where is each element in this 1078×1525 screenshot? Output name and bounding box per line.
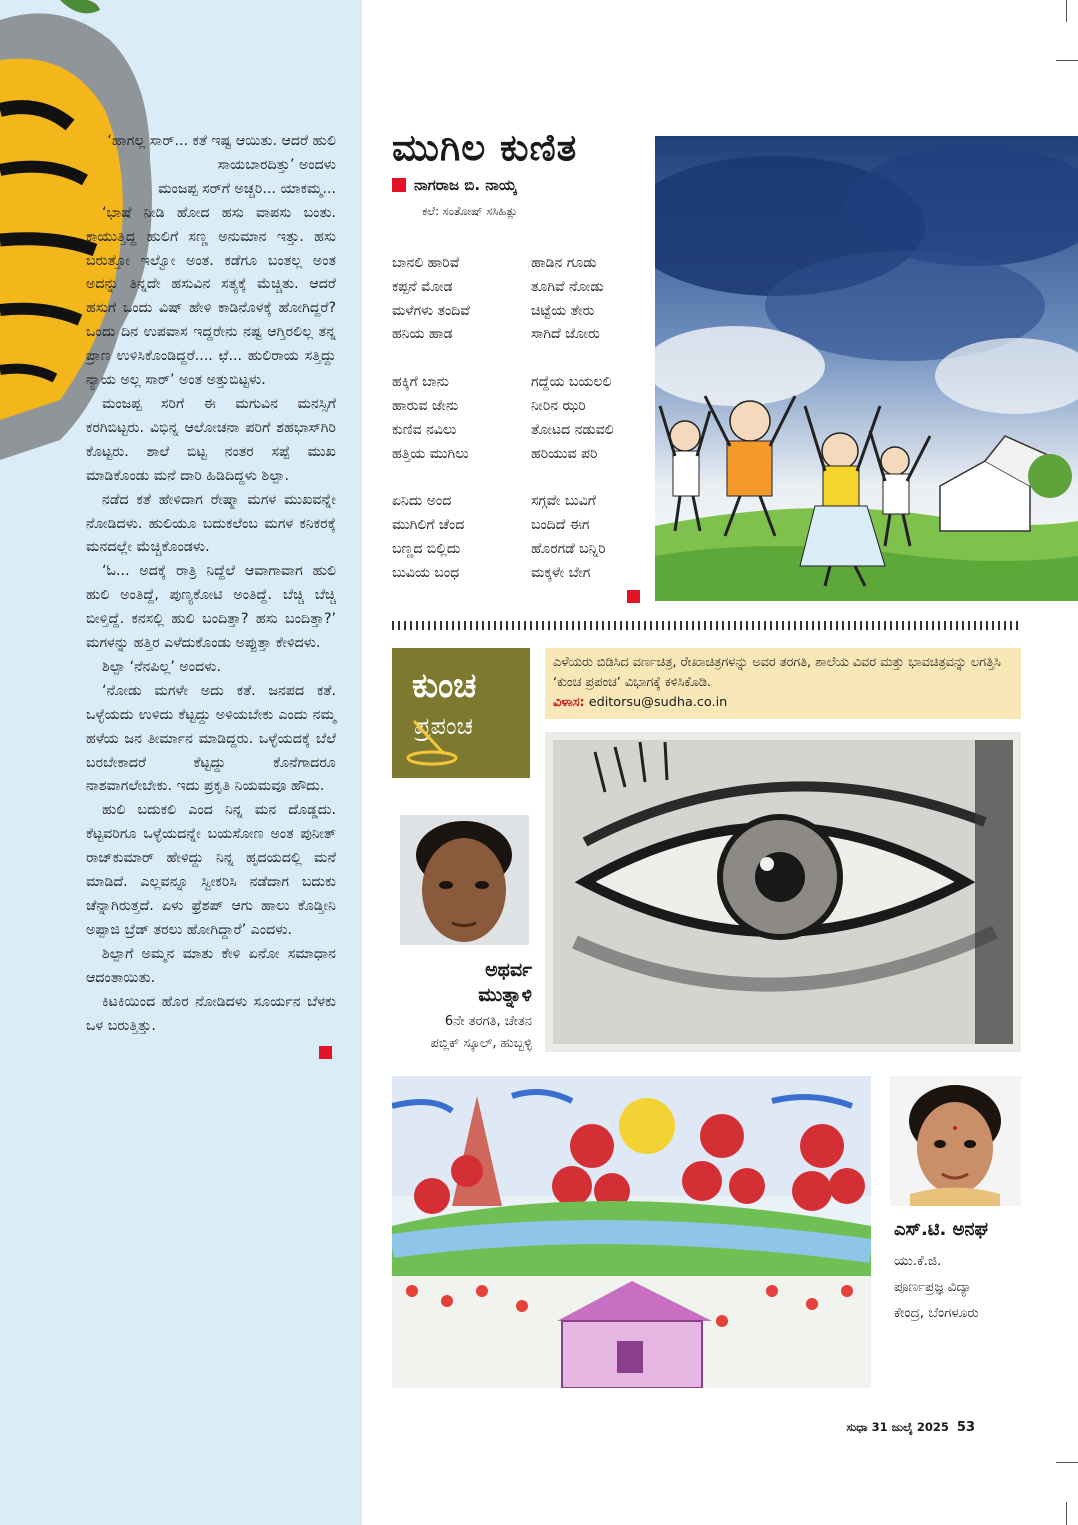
- poem-illustration: [655, 136, 1078, 601]
- poem-title: ಮುಗಿಲ ಕುಣಿತ: [392, 126, 578, 169]
- story-paragraph: ಮಂಜಪ್ಪ ಸರಿಗೆ ಈ ಮಗುವಿನ ಮನಸ್ಸಿಗೆ ಕರಗಿಬಿಟ್ಟರು. ವಿಭಿನ್ನ ಆಲೋಚನಾ ಪರಿಗೆ ಶಹಭಾಸ್‌ಗಿರಿ ಕೊಟ್ಟರು. ಶಾಲೆ ಬಿಟ್ಟ ನಂತರ ಸಪ್ಪೆ ಮುಖ ಮಾಡಿಕೊಂಡು ಮನೆ ದಾರಿ ಹಿಡಿದಿದ್ದಳು ಶಿಲ್ಪಾ.: [86, 395, 336, 484]
- poem-stanza: [531, 252, 650, 347]
- story-paragraph: ಶಿಲ್ಪಾಗೆ ಅಮ್ಮನ ಮಾತು ಕೇಳಿ ಏನೋ ಸಮಾಧಾನ ಆದಂತಾಯಿತು.: [86, 945, 336, 986]
- artist1-detail: [392, 1011, 532, 1055]
- landscape-drawing: [392, 1076, 871, 1388]
- page-footer: [846, 1420, 975, 1435]
- poem-line: ಹರಿಯುವ ಪರಿ: [531, 445, 598, 462]
- poem-line: ಬಣ್ಣದ ಬಿಲ್ಲಿದು: [392, 540, 461, 557]
- author-marker: [392, 178, 406, 192]
- artist1-name-line2: ಮುತ್ನಾಳಿ: [478, 984, 532, 1006]
- story-paragraph: ಹುಲಿ ಬದುಕಲಿ ಎಂದ ನಿನ್ನ ಮನ ದೊಡ್ಡದು. ಕೆಟ್ಟವರಿಗೂ ಒಳ್ಳೆಯದನ್ನೇ ಬಯಸೋಣ ಅಂತ ಪುನೀತ್ ರಾಜ್‌ಕುಮಾರ್ ಹೇಳಿದ್ದು ನಿನ್ನ ಹೃದಯದಲ್ಲಿ ಮನೆ ಮಾಡಿದೆ. ಎಲ್ಲವನ್ನೂ ಸ್ವೀಕರಿಸಿ ನಡೆದಾಗ ಬದುಕು ಚೆನ್ನಾಗಿರುತ್ತದೆ. ಏಳು ಫ್ರೆಶಪ್ ಆಗು ಹಾಲು ಕೊಡ್ತೀನಿ ಅಪ್ಪಾಜಿ ಬ್ರೆಡ್ ತರಲು ಹೋಗಿದ್ದಾರೆ’ ಎಂದಳು.: [86, 802, 336, 938]
- artist2-detail: [894, 1248, 979, 1326]
- submission-instructions: ಎಳೆಯರು ಬಿಡಿಸಿದ ವರ್ಣಚಿತ್ರ, ರೇಖಾಚಿತ್ರಗಳನ್ನು ಅವರ ತರಗತಿ, ಶಾಲೆಯ ವಿವರ ಮತ್ತು ಭಾವಚಿತ್ರವನ್ನು ಲಗತ್ತಿಸಿ ‘ಕುಂಚ ಪ್ರಪಂಚ’ ವಿಭಾಗಕ್ಕೆ ಕಳಿಸಿಕೊಡಿ.: [553, 655, 1001, 690]
- poem-end-mark: [627, 590, 640, 603]
- poem-line: ತೋಟದ ನಡುವಲಿ: [531, 421, 614, 438]
- paintbrush-icon: [404, 716, 464, 766]
- story-column: [86, 130, 336, 1059]
- address-label: ವಿಳಾಸ:: [553, 695, 585, 710]
- artist1-photo: [400, 815, 529, 945]
- poem-line: ಹಾಡಿನ ಗೂಡು: [531, 255, 597, 271]
- poem-line: ಬಾನಲಿ ಹಾರಿವೆ: [392, 255, 460, 271]
- poem-line: ಕಪ್ಪನೆ ಮೋಡ: [392, 278, 453, 295]
- poem-column-left: [392, 252, 531, 610]
- kuncha-prapancha-logo: [392, 648, 530, 778]
- logo-line1: ಕುಂಚ: [412, 666, 477, 706]
- submission-info-box: [545, 648, 1021, 719]
- poem-stanza: [531, 371, 650, 466]
- section-divider: [392, 621, 1022, 630]
- artist1-detail-line2: ಪಬ್ಲಿಕ್ ಸ್ಕೂಲ್, ಹುಬ್ಬಳ್ಳಿ: [430, 1036, 532, 1051]
- story-paragraph: ‘ಹಾಗಲ್ಲ ಸಾರ್... ಕತೆ ಇಷ್ಟ ಆಯಿತು. ಆದರೆ ಹುಲಿ ಸಾಯಬಾರದಿತ್ತು’ ಅಂದಳು: [107, 133, 336, 173]
- artist2-detail-line2: ಪೂರ್ಣಪ್ರಜ್ಞ ವಿದ್ಯಾ: [894, 1279, 972, 1295]
- artist1-detail-line1: 6ನೇ ತರಗತಿ, ಚೇತನ: [444, 1014, 532, 1029]
- poem-author: ನಾಗರಾಜ ಬಿ. ನಾಯ್ಕ: [414, 176, 517, 194]
- poem-line: ಬುವಿಯ ಬಂಧ: [392, 564, 460, 581]
- poem-line: ಮಕ್ಕಳೇ ಬೇಗ: [531, 564, 591, 581]
- issue-date: 31 ಜುಲೈ 2025: [871, 1420, 949, 1434]
- poem-stanza: [392, 252, 531, 347]
- poem-line: ಹತ್ತಿಯ ಮುಗಿಲು: [392, 445, 469, 462]
- poem-line: ಬಂದಿದೆ ಈಗ: [531, 517, 590, 534]
- logo-line2: ಪ್ರಪಂಚ: [414, 712, 473, 740]
- page-number: 53: [956, 1420, 975, 1435]
- poem-line: ಹಕ್ಕಿಗೆ ಬಾನು: [392, 374, 449, 391]
- poem-stanza: [392, 371, 531, 466]
- poem-line: ಹೊರಗಡೆ ಬನ್ನಿರಿ: [531, 540, 606, 557]
- address-line: [553, 693, 1013, 713]
- poem-line: ಮಳೆಗಳು ತಂದಿವೆ: [392, 302, 470, 319]
- crop-mark: [1056, 1462, 1078, 1463]
- poem-author-row: [392, 176, 516, 194]
- poem-line: ಹಾರುವ ಜೇನು: [392, 397, 459, 414]
- story-paragraph: ಕಿಟಕಿಯಿಂದ ಹೊರ ನೋಡಿದಳು ಸೂರ್ಯನ ಬೆಳಕು ಒಳ ಬರುತ್ತಿತ್ತು.: [86, 993, 336, 1034]
- story-paragraph: ‘ಓ... ಅದಕ್ಕೆ ರಾತ್ರಿ ನಿದ್ದೆಲೆ ಆವಾಗಾವಾಗ ಹುಲಿ ಹುಲಿ ಅಂತಿದ್ದೆ, ಪುಣ್ಯಕೋಟಿ ಅಂತಿದ್ದೆ. ಬೆಚ್ಚಿ ಬೆಚ್ಚಿ ಬೀಳ್ತಿದ್ದೆ. ಕನಸಲ್ಲಿ ಹುಲಿ ಬಂದಿತ್ತಾ? ಹಸು ಬಂದಿತ್ತಾ?’ ಮಗಳನ್ನು ಹತ್ತಿರ ಎಳೆದುಕೊಂಡು ಅಪ್ಪುತ್ತಾ ಕೇಳಿದಳು.: [86, 563, 336, 652]
- crop-mark: [1066, 0, 1067, 22]
- poem-column-right: [531, 252, 650, 610]
- artist2-detail-line3: ಕೇಂದ್ರ, ಬೆಂಗಳೂರು: [894, 1305, 979, 1321]
- story-paragraph: ನಡೆದ ಕತೆ ಹೇಳಿದಾಗ ರೇಷ್ಮಾ ಮಗಳ ಮುಖವನ್ನೇ ನೋಡಿದಳು. ಹುಲಿಯೂ ಬದುಕಲೆಂಬ ಮಗಳ ಕನಿಕರಕ್ಕೆ ಮನದಲ್ಲೇ ಮೆಚ್ಚಿಕೊಂಡಳು.: [86, 491, 336, 556]
- poem-line: ತೂಗಿವೆ ನೋಡು: [531, 278, 604, 295]
- poem-line: ಚಿಟ್ಟೆಯ ತೇರು: [531, 302, 595, 319]
- poem-line: ಹನಿಯ ಹಾಡ: [392, 326, 453, 343]
- story-paragraph: ‘ನೋಡು ಮಗಳೇ ಅದು ಕತೆ. ಜನಪದ ಕತೆ. ಒಳ್ಳೆಯದು ಉಳಿದು ಕೆಟ್ಟದ್ದು ಅಳಿಯಬೇಕು ಎಂದು ನಮ್ಮ ಹಳೆಯ ಜನ ತೀರ್ಮಾನ ಮಾಡಿದ್ದರು. ಒಳ್ಳೆಯದಕ್ಕೆ ಬೆಲೆ ಬರಬೇಕಾದರೆ ಕೆಟ್ಟದ್ದು ಕೊನೆಗಾದರೂ ನಾಶವಾಗಲೇಬೇಕು. ಇದು ಪ್ರಕೃತಿ ನಿಯಮವೂ ಹೌದು.: [86, 682, 336, 795]
- poem-stanza: [392, 490, 531, 585]
- poem-stanza: [531, 490, 650, 585]
- poem-line: ಮುಗಿಲಿಗೆ ಚೆಂದ: [392, 517, 465, 534]
- story-paragraph: ಶಿಲ್ಪಾ ‘ನೆನಪಿಲ್ಲ’ ಅಂದಳು.: [102, 658, 221, 675]
- poem-line: ಸಾಗಿದೆ ಜೋರು: [531, 326, 600, 343]
- artist1-name-line1: ಅಥರ್ವ: [485, 959, 532, 981]
- artist2-photo: [890, 1076, 1021, 1206]
- poem-body: [392, 252, 650, 610]
- artist2-detail-line1: ಯು.ಕೆ.ಜಿ.: [894, 1253, 942, 1269]
- eye-drawing: [545, 732, 1021, 1052]
- artist2-name: ಎಸ್.ಟಿ. ಅನಘ: [894, 1219, 989, 1240]
- story-paragraph: ‘ಭಾಷೆ ನೀಡಿ ಹೋದ ಹಸು ವಾಪಸು ಬಂತು. ಕಾಯುತ್ತಿದ್ದ ಹುಲಿಗೆ ಸಣ್ಣ ಅನುಮಾನ ಇತ್ತು. ಹಸು ಬರುತ್ತೋ ಇಲ್ವೋ ಅಂತ. ಕಡೆಗೂ ಬಂತಲ್ಲ ಅಂತ ಅದನ್ನು ತಿನ್ನದೇ ಹಸುವಿನ ಸತ್ಯಕ್ಕೆ ಮೆಚ್ಚಿತು. ಆದರೆ ಹಸುಗೆ ಒಂದು ವಿಷ್ ಹೇಳಿ ಕಾಡಿನೊಳಕ್ಕೆ ಹೋಗಿದ್ದರೆ? ಒಂದು ದಿನ ಉಪವಾಸ ಇದ್ದರೇನು ನಷ್ಟ ಆಗ್ತಿರಲಿಲ್ಲ ತನ್ನ ಪ್ರಾಣ ಉಳಿಸಿಕೊಂಡಿದ್ದರೆ.... ಛೆ... ಹುಲಿರಾಯ ಸತ್ತಿದ್ದು ನ್ಯಾಯ ಅಲ್ಲ ಸಾರ್’ ಅಂತ ಅತ್ತುಬಿಟ್ಟಳು.: [86, 204, 336, 389]
- crop-mark: [1066, 1502, 1067, 1525]
- poem-line: ಏನಿದು ಅಂದ: [392, 493, 452, 510]
- poem-line: ಗದ್ದೆಯ ಬಯಲಲಿ: [531, 374, 612, 391]
- poem-line: ನೀರಿನ ಝರಿ: [531, 397, 586, 414]
- magazine-name: ಸುಧಾ: [846, 1420, 868, 1434]
- story-paragraph: ಮಂಜಪ್ಪ ಸರ್‌ಗೆ ಅಚ್ಚರಿ... ಯಾಕಮ್ಮ...: [158, 180, 336, 197]
- artist1-name: [392, 958, 532, 1008]
- illustrator-credit: ಕಲೆ: ಸಂತೋಷ್ ಸಸಿಹಿತ್ಲು: [422, 204, 518, 218]
- crop-mark: [1056, 60, 1078, 61]
- poem-line: ಸಗ್ಗವೇ ಬುವಿಗೆ: [531, 493, 596, 510]
- email-link[interactable]: editorsu@sudha.co.in: [588, 695, 728, 710]
- poem-line: ಕುಣಿವ ನವಿಲು: [392, 421, 457, 438]
- story-end-mark: [319, 1046, 332, 1059]
